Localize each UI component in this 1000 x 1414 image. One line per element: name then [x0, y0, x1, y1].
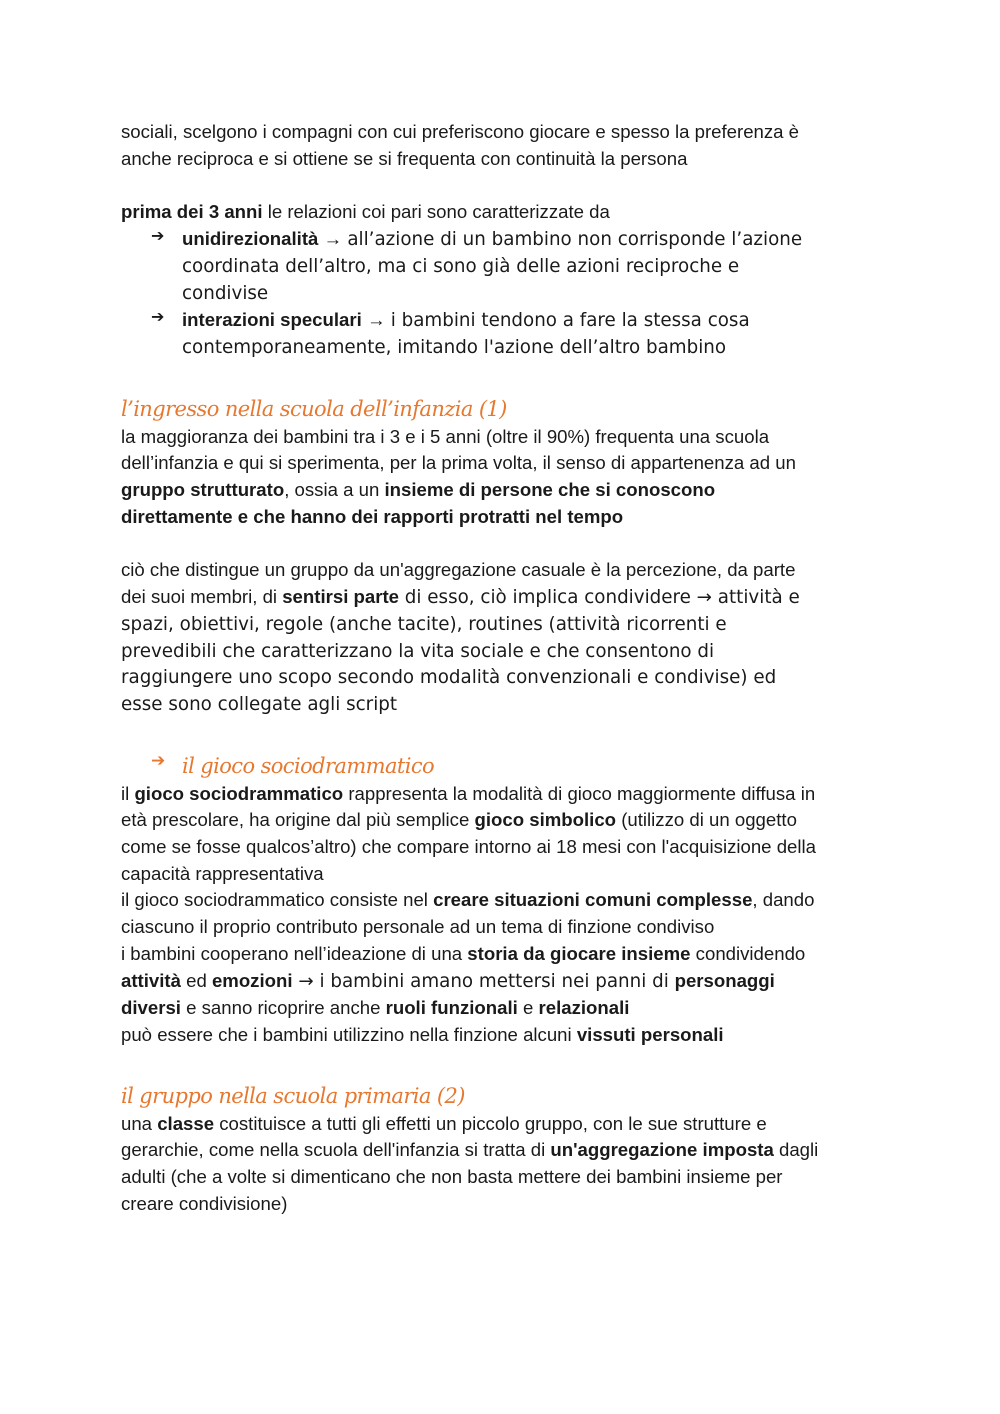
- document-page: sociali, scelgono i compagni con cui preferiscono giocare e spesso la preferenza è anche reciproca e si ottiene se si frequenta con continuità la persona prima dei 3 anni le relazioni coi pari sono caratterizzate da ➔ unidirezionalità → all’azione di un bambino non corrisponde l’azione coordinata dell’altro, ma ci sono già delle azioni reciproche e condivise ➔ interazioni speculari → i bambini tendono a fare la stessa cosa contemporaneamente, imitando l'azione dell’altro bambino l’ingresso nella scuola dell’infanzia (1) la maggioranza dei bambini tra i 3 e i 5 anni (oltre il 90%) frequenta una scuola dell’infanzia e qui si sperimenta, per la prima volta, il senso di appartenenza ad un gruppo strutturato, ossia a un insieme di persone che si conoscono direttamente e che hanno dei rapporti protratti nel tempo ciò che distingue un gruppo da un'aggregazione casuale è la percezione, da parte dei suoi membri, di sentirsi parte di esso, ciò implica condividere → attività e spazi, obiettivi, regole (anche tacite), routines (attività ricorrenti e prevedibili che caratterizzano la vita sociale e che consentono di raggiungere uno scopo secondo modalità convenzionali e condivise) ed esse sono collegate agli script ➔ il gioco sociodrammatico il gioco sociodrammatico rappresenta la modalità di gioco maggiormente diffusa in età prescolare, ha origine dal più semplice gioco simbolico (utilizzo di un oggetto come se fosse qualcos’altro) che compare intorno ai 18 mesi con l'acquisizione della capacità rappresentativa il gioco sociodrammatico consiste nel creare situazioni comuni complesse, dando ciascuno il proprio contributo personale ad un tema di finzione condiviso i bambini cooperano nell’ideazione di una storia da giocare insieme condividendo attività ed emozioni → i bambini amano mettersi nei panni di personaggi diversi e sanno ricoprire anche ruoli funzionali e relazionali può essere che i bambini utilizzino nella finzione alcuni vissuti personali il gruppo nella scuola primaria (2) una classe costituisce a tutti gli effetti un piccolo gruppo, con le sue strutture e gerarchie, come nella scuola dell'infanzia si tratta di un'aggregazione imposta dagli adulti (che a volte si dimenticano che non basta mettere dei bambini insieme per creare condivisione): [121, 119, 881, 1218]
- arrow-bullet-icon: ➔: [151, 750, 166, 771]
- arrow-bullet-icon: ➔: [151, 307, 165, 327]
- intro-line-1: sociali, scelgono i compagni con cui preferiscono giocare e spesso la preferenza è: [121, 121, 800, 142]
- section-heading-infanzia: l’ingresso nella scuola dell’infanzia (1): [121, 396, 507, 421]
- bullet-interazioni-speculari: ➔ interazioni speculari → i bambini tendono a fare la stessa cosa contemporaneamente, imitando l'azione dell’altro bambino: [151, 307, 750, 358]
- intro-line-2: anche reciproca e si ottiene se si frequenta con continuità la persona: [121, 147, 688, 169]
- section-heading-primaria: il gruppo nella scuola primaria (2): [121, 1083, 465, 1108]
- subheading-gioco-sociodrammatico: ➔ il gioco sociodrammatico: [151, 750, 435, 778]
- arrow-bullet-icon: ➔: [151, 226, 165, 246]
- bullet-unidirezionalita: ➔ unidirezionalità → all’azione di un bambino non corrisponde l’azione coordinata dell’altro, ma ci sono già delle azioni reciproche e condivise: [151, 226, 803, 304]
- spacer: [121, 172, 881, 199]
- prima-3-anni-line: prima dei 3 anni le relazioni coi pari sono caratterizzate da: [121, 201, 610, 223]
